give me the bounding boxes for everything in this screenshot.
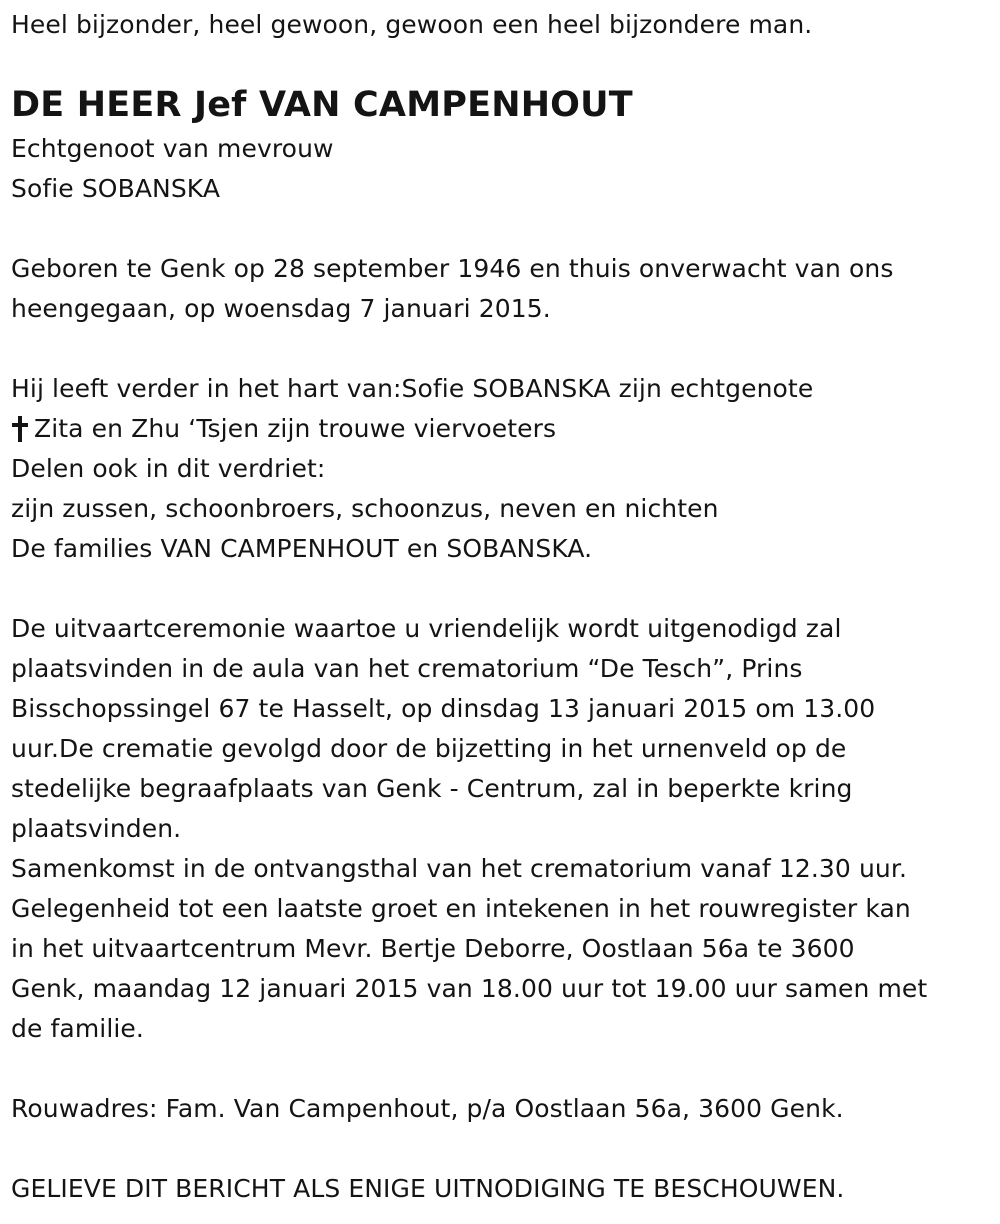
ceremony-line: uur.De crematie gevolgd door de bijzetting in het urnenveld op de	[11, 734, 847, 763]
spacer	[11, 209, 986, 249]
ceremony-line: Samenkomst in de ontvangsthal van het crematorium vanaf 12.30 uur.	[11, 854, 908, 883]
birth-line-2: heengegaan, op woensdag 7 januari 2015.	[11, 294, 551, 323]
mourning-address: Rouwadres: Fam. Van Campenhout, p/a Oostlaan 56a, 3600 Genk.	[11, 1094, 844, 1123]
closing-notice: GELIEVE DIT BERICHT ALS ENIGE UITNODIGING TE BESCHOUWEN.	[11, 1174, 845, 1203]
intro-quote: Heel bijzonder, heel gewoon, gewoon een heel bijzondere man.	[11, 10, 813, 39]
spacer	[11, 569, 986, 609]
spacer	[11, 1129, 986, 1169]
survivors-line-4: zijn zussen, schoonbroers, schoonzus, neven en nichten	[11, 494, 719, 523]
deceased-name: DE HEER Jef VAN CAMPENHOUT	[11, 85, 633, 125]
ceremony-line: plaatsvinden in de aula van het crematorium “De Tesch”, Prins	[11, 654, 803, 683]
survivors-line-2-text: Zita en Zhu ‘Tsjen zijn trouwe viervoeters	[34, 414, 557, 443]
ceremony-line: Genk, maandag 12 januari 2015 van 18.00 uur tot 19.00 uur samen met	[11, 974, 928, 1003]
birth-line-1: Geboren te Genk op 28 september 1946 en thuis onverwacht van ons	[11, 254, 894, 283]
ceremony-line: Bisschopssingel 67 te Hasselt, op dinsdag 13 januari 2015 om 13.00	[11, 694, 876, 723]
survivors-line-2	[11, 409, 986, 449]
spacer	[11, 1049, 986, 1089]
ceremony-line: de familie.	[11, 1014, 144, 1043]
ceremony-line: in het uitvaartcentrum Mevr. Bertje Deborre, Oostlaan 56a te 3600	[11, 934, 855, 963]
survivors-line-5: De families VAN CAMPENHOUT en SOBANSKA.	[11, 534, 593, 563]
ceremony-line: De uitvaartceremonie waartoe u vriendelijk wordt uitgenodigd zal	[11, 614, 842, 643]
ceremony-line: stedelijke begraafplaats van Genk - Centrum, zal in beperkte kring	[11, 774, 853, 803]
ceremony-line: Gelegenheid tot een laatste groet en intekenen in het rouwregister kan	[11, 894, 911, 923]
cross-icon	[12, 414, 28, 444]
ceremony-line: plaatsvinden.	[11, 814, 182, 843]
survivors-line-3: Delen ook in dit verdriet:	[11, 454, 326, 483]
spouse-line-2: Sofie SOBANSKA	[11, 174, 221, 203]
survivors-line-1: Hij leeft verder in het hart van:Sofie SOBANSKA zijn echtgenote	[11, 374, 814, 403]
spacer	[11, 329, 986, 369]
spouse-line-1: Echtgenoot van mevrouw	[11, 134, 334, 163]
obituary-notice	[11, 5, 986, 1209]
